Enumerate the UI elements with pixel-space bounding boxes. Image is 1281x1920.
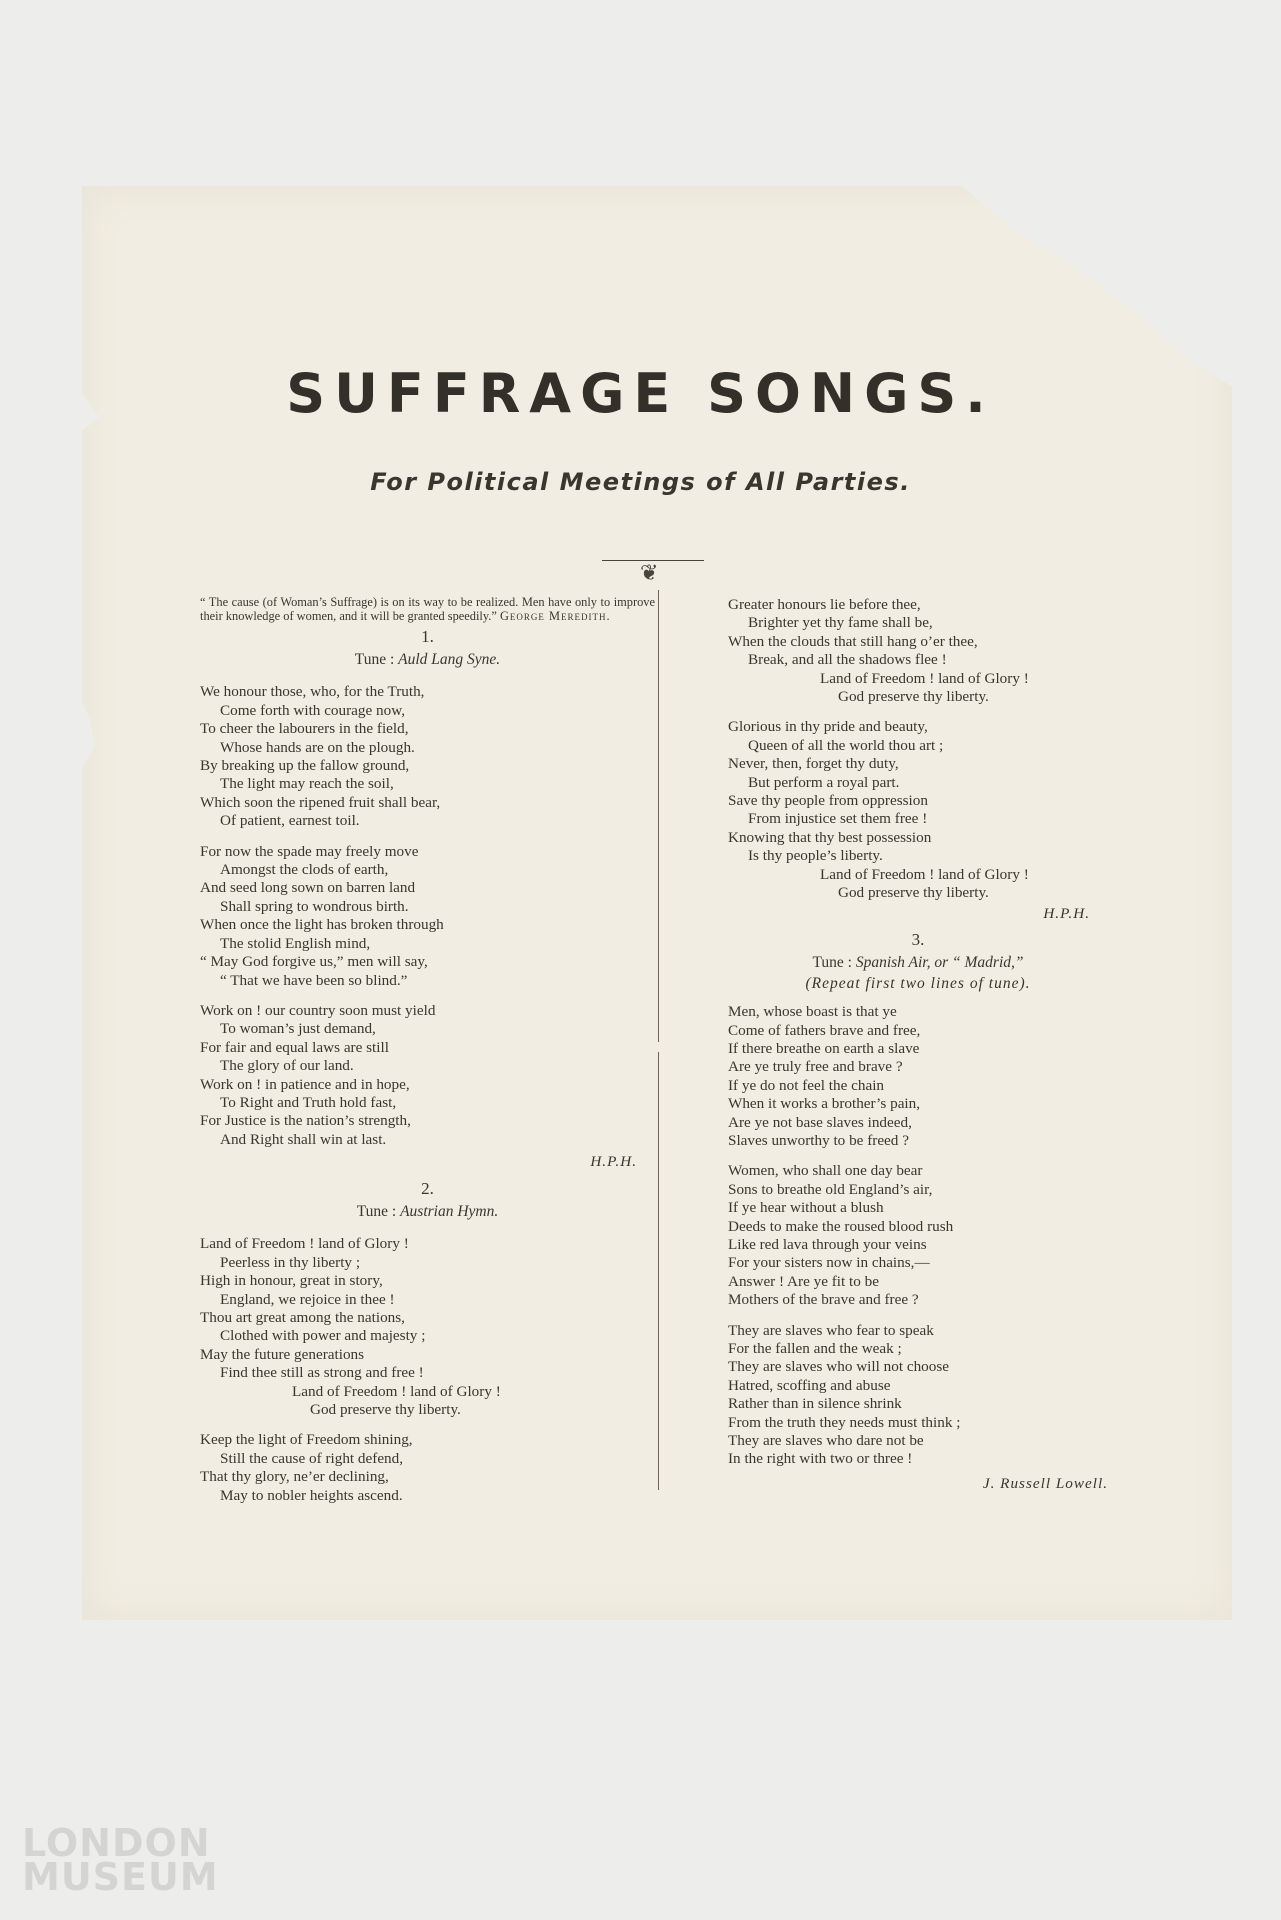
song-signature: J. Russell Lowell. <box>982 1474 1108 1492</box>
stanza <box>728 1162 1108 1309</box>
verse-line: Come of fathers brave and free, <box>728 1021 921 1039</box>
tune-prefix: Tune : <box>356 1202 397 1220</box>
verse-line: The stolid English mind, <box>220 934 371 952</box>
verse-line: High in honour, great in story, <box>200 1272 383 1290</box>
verse-line: If ye do not feel the chain <box>728 1076 885 1094</box>
tune-note: (Repeat first two lines of tune). <box>805 974 1031 992</box>
song-tune <box>200 651 655 669</box>
verse-line: To cheer the labourers in the field, <box>200 720 409 738</box>
verse-line: From the truth they needs must think ; <box>728 1413 961 1431</box>
verse-line: When it works a brother’s pain, <box>728 1095 921 1113</box>
stanza <box>728 1322 1108 1469</box>
verse-line: Thou art great among the nations, <box>200 1309 405 1326</box>
verse-line: Deeds to make the roused blood rush <box>728 1217 954 1235</box>
verse-line: For Justice is the nation’s strength, <box>200 1112 411 1130</box>
verse-line: That thy glory, ne’er declining, <box>200 1468 389 1486</box>
museum-watermark-logo <box>22 1821 219 1899</box>
song-tune <box>200 1203 655 1221</box>
verse-line: Keep the light of Freedom shining, <box>200 1431 413 1449</box>
verse-line: May the future generations <box>200 1345 365 1363</box>
verse-line: And Right shall win at last. <box>220 1130 387 1148</box>
verse-line: Land of Freedom ! land of Glory ! <box>820 669 1029 687</box>
verse-line: If there breathe on earth a slave <box>728 1039 920 1057</box>
verse-line: Of patient, earnest toil. <box>220 812 360 830</box>
stanza <box>728 596 1108 706</box>
verse-line: For fair and equal laws are still <box>200 1038 389 1056</box>
verse-line: Women, who shall one day bear <box>728 1162 923 1180</box>
verse-line: Slaves unworthy to be freed ? <box>728 1131 909 1149</box>
verse-line: Peerless in thy liberty ; <box>220 1253 361 1271</box>
verse-line: God preserve thy liberty. <box>310 1401 461 1419</box>
verse-line: They are slaves who fear to speak <box>728 1321 934 1339</box>
verse-line: For now the spade may freely move <box>200 842 419 860</box>
tune-prefix: Tune : <box>812 954 852 972</box>
verse-line: “ May God forgive us,” men will say, <box>200 953 428 971</box>
verse-line: Hatred, scoffing and abuse <box>728 1376 891 1394</box>
stanza <box>200 1431 655 1505</box>
verse-line: Never, then, forget thy duty, <box>728 755 899 773</box>
verse-line: England, we rejoice in thee ! <box>220 1290 395 1308</box>
verse-line: For your sisters now in chains,— <box>728 1254 930 1272</box>
verse-line: Is thy people’s liberty. <box>748 847 883 865</box>
verse-line: The light may reach the soil, <box>220 775 394 793</box>
verse-line: God preserve thy liberty. <box>838 688 989 706</box>
verse-line: Whose hands are on the plough. <box>220 738 415 756</box>
verse-line: “ That we have been so blind.” <box>220 971 408 989</box>
verse-line: To woman’s just demand, <box>220 1020 376 1038</box>
verse-line: Clothed with power and majesty ; <box>220 1327 426 1345</box>
stanza <box>200 1235 655 1419</box>
left-column <box>200 596 655 1517</box>
verse-line: Knowing that thy best possession <box>728 828 932 846</box>
epigraph-author: George Meredith. <box>499 608 611 623</box>
verse-line: Save thy people from oppression <box>728 792 928 810</box>
verse-line: By breaking up the fallow ground, <box>200 757 410 775</box>
verse-line: Answer ! Are ye fit to be <box>728 1272 879 1290</box>
verse-line: From injustice set them free ! <box>748 810 928 828</box>
stanza <box>728 718 1108 902</box>
song-signature: H.P.H. <box>1043 904 1090 922</box>
verse-line: May to nobler heights ascend. <box>220 1486 403 1504</box>
song-tune <box>728 954 1108 972</box>
stanza <box>200 683 655 830</box>
song-number: 2. <box>421 1178 434 1198</box>
song-signature: H.P.H. <box>590 1153 637 1171</box>
verse-line: When once the light has broken through <box>200 916 444 934</box>
watermark-line: LONDON <box>22 1821 211 1865</box>
page-subtitle: For Political Meetings of All Parties. <box>370 468 911 496</box>
verse-line: Glorious in thy pride and beauty, <box>728 718 928 736</box>
verse-line: They are slaves who will not choose <box>728 1358 950 1376</box>
stanza <box>200 843 655 990</box>
verse-line: We honour those, who, for the Truth, <box>200 683 425 701</box>
verse-line: The glory of our land. <box>220 1057 354 1075</box>
verse-line: To Right and Truth hold fast, <box>220 1093 397 1111</box>
verse-line: Like red lava through your veins <box>728 1236 927 1253</box>
verse-line: Queen of all the world thou art ; <box>748 736 944 754</box>
epigraph-text: “ The cause (of Woman’s Suffrage) is on its way to be realized. Men have only to improve their knowledge of women, and it will be granted speedily.” <box>200 595 655 623</box>
verse-line: Which soon the ripened fruit shall bear, <box>200 793 441 811</box>
verse-line: And seed long sown on barren land <box>200 879 416 897</box>
verse-line: In the right with two or three ! <box>728 1450 913 1468</box>
stanza <box>728 1003 1108 1150</box>
verse-line: But perform a royal part. <box>748 773 900 791</box>
tune-name: Auld Lang Syne. <box>398 651 501 668</box>
column-divider <box>658 590 659 1490</box>
song-number: 1. <box>421 626 434 646</box>
epigraph-quote <box>200 596 655 624</box>
leaf-ornament-icon: ❦ <box>640 560 659 585</box>
verse-line: God preserve thy liberty. <box>838 884 989 902</box>
verse-line: They are slaves who dare not be <box>728 1432 924 1450</box>
verse-line: Men, whose boast is that ye <box>728 1003 897 1021</box>
song-number: 3. <box>911 929 925 949</box>
tune-name: Spanish Air, or “ Madrid,” <box>855 954 1024 972</box>
verse-line: Work on ! in patience and in hope, <box>200 1075 410 1093</box>
verse-line: Brighter yet thy fame shall be, <box>748 614 933 632</box>
verse-line: Sons to breathe old England’s air, <box>728 1180 933 1198</box>
verse-line: Still the cause of right defend, <box>220 1449 404 1467</box>
stanza <box>200 1002 655 1149</box>
verse-line: If ye hear without a blush <box>728 1199 884 1217</box>
verse-line: Break, and all the shadows flee ! <box>748 651 947 669</box>
ornament-divider <box>602 554 704 588</box>
page-title: SUFFRAGE SONGS. <box>286 362 995 425</box>
verse-line: Are ye not base slaves indeed, <box>728 1113 912 1131</box>
verse-line: Come forth with courage now, <box>220 701 406 719</box>
verse-line: Greater honours lie before thee, <box>728 596 921 613</box>
verse-line: Rather than in silence shrink <box>728 1395 902 1413</box>
column-divider-gap <box>655 1042 663 1052</box>
verse-line: Find thee still as strong and free ! <box>220 1364 424 1382</box>
verse-line: Land of Freedom ! land of Glory ! <box>820 865 1029 883</box>
verse-line: Are ye truly free and brave ? <box>728 1058 903 1076</box>
verse-line: Shall spring to wondrous birth. <box>220 897 409 915</box>
watermark-line: MUSEUM <box>22 1855 219 1899</box>
verse-line: For the fallen and the weak ; <box>728 1340 902 1358</box>
verse-line: Land of Freedom ! land of Glory ! <box>200 1235 409 1253</box>
verse-line: Land of Freedom ! land of Glory ! <box>292 1382 501 1400</box>
tune-prefix: Tune : <box>354 651 395 668</box>
verse-line: Mothers of the brave and free ? <box>728 1291 919 1309</box>
verse-line: Amongst the clods of earth, <box>220 861 389 879</box>
tune-name: Austrian Hymn. <box>400 1202 499 1220</box>
verse-line: Work on ! our country soon must yield <box>200 1001 436 1019</box>
verse-line: When the clouds that still hang o’er thee, <box>728 632 978 650</box>
right-column <box>728 596 1108 1501</box>
